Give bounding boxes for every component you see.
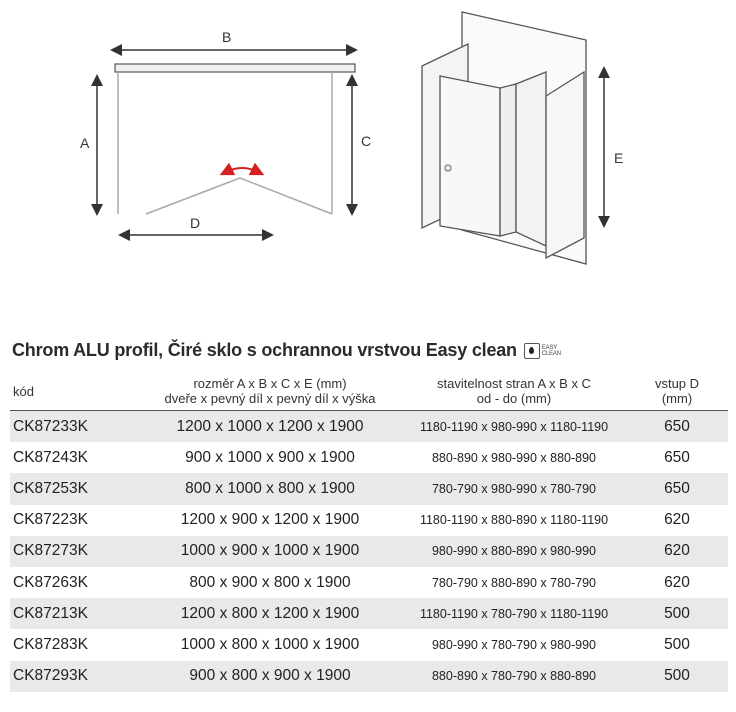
header-step-line1: vstup D [654, 376, 700, 391]
cell-entry: 620 [664, 511, 690, 529]
cell-entry: 500 [626, 661, 728, 692]
cell-adjustability: 1180-1190 x 980-990 x 1180-1190 [402, 411, 626, 443]
cell-entry: 650 [626, 411, 728, 443]
cell-entry: 620 [664, 573, 690, 591]
cell-adjustability: 1180-1190 x 780-790 x 1180-1190 [402, 598, 626, 629]
door-fold-panel [500, 84, 516, 236]
door-leaf-left [146, 178, 240, 214]
cell-kod: CK87293K [10, 661, 138, 692]
cell-adjustability: 980-990 x 880-890 x 980-990 [402, 536, 626, 567]
drop-icon [524, 343, 540, 359]
header-adjustability [402, 376, 626, 411]
cell-dimensions: 1200 x 900 x 1200 x 1900 [180, 511, 360, 529]
cell-dimensions: 1000 x 900 x 1000 x 1900 [138, 536, 402, 567]
header-dim-line1: rozměr A x B x C x E (mm) [193, 376, 347, 391]
perspective-view [422, 12, 623, 264]
product-title [12, 340, 561, 361]
cell-entry: 650 [626, 473, 728, 504]
cell-kod: CK87233K [10, 411, 138, 443]
cell-kod: CK87223K [13, 511, 88, 529]
header-dimensions [138, 376, 402, 411]
easy-clean-badge [524, 343, 561, 359]
header-range-line2: od - do (mm) [476, 391, 552, 406]
product-table [10, 376, 728, 692]
header-dim-line2: dveře x pevný díl x pevný díl x výška [164, 391, 376, 406]
dimension-diagrams [0, 0, 736, 300]
label-c: C [361, 133, 372, 149]
table-row [10, 536, 728, 567]
cell-dimensions: 800 x 900 x 800 x 1900 [189, 573, 351, 591]
cell-kod: CK87263K [13, 573, 88, 591]
cell-adjustability: 1180-1190 x 880-890 x 1180-1190 [419, 513, 609, 528]
table-header-row [10, 376, 728, 411]
cell-adjustability: 780-790 x 980-990 x 780-790 [402, 473, 626, 504]
cell-kod: CK87273K [10, 536, 138, 567]
table-row [10, 598, 728, 629]
table-row [10, 505, 728, 536]
top-profile [115, 64, 355, 72]
header-entry [626, 376, 728, 411]
label-d: D [190, 215, 201, 231]
door-panel [440, 76, 500, 236]
table-row [10, 411, 728, 443]
header-step-line2: (mm) [661, 391, 693, 406]
cell-dimensions: 1200 x 800 x 1200 x 1900 [138, 598, 402, 629]
cell-adjustability: 880-890 x 980-990 x 880-890 [431, 450, 596, 465]
cell-dimensions: 900 x 1000 x 900 x 1900 [185, 448, 355, 466]
right-fixed-panel [516, 72, 546, 246]
cell-dimensions: 1200 x 1000 x 1200 x 1900 [138, 411, 402, 443]
cell-kod: CK87283K [13, 635, 88, 653]
table-row [10, 473, 728, 504]
cell-kod: CK87253K [10, 473, 138, 504]
cell-adjustability: 880-890 x 780-790 x 880-890 [402, 661, 626, 692]
badge-line2: CLEAN [541, 350, 561, 357]
door-handle-icon [445, 165, 451, 171]
header-kod: kód [10, 376, 138, 411]
cell-kod: CK87213K [10, 598, 138, 629]
plan-view [80, 29, 371, 235]
table-row [10, 442, 728, 473]
cell-entry: 650 [664, 448, 690, 466]
label-e: E [614, 150, 624, 166]
badge-line1: EASY [541, 344, 558, 351]
header-range-line1: stavitelnost stran A x B x C [437, 376, 591, 391]
label-b: B [222, 29, 232, 45]
right-wall-panel [546, 72, 584, 258]
cell-adjustability: 980-990 x 780-790 x 980-990 [431, 637, 596, 652]
cell-entry: 500 [626, 598, 728, 629]
table-row [10, 629, 728, 660]
table-row [10, 567, 728, 598]
cell-entry: 500 [664, 635, 690, 653]
cell-kod: CK87243K [13, 448, 88, 466]
label-a: A [80, 135, 90, 151]
cell-dimensions: 900 x 800 x 900 x 1900 [138, 661, 402, 692]
cell-dimensions: 1000 x 800 x 1000 x 1900 [180, 635, 360, 653]
door-swing-arrow [226, 168, 258, 172]
cell-entry: 620 [626, 536, 728, 567]
cell-adjustability: 780-790 x 880-890 x 780-790 [431, 575, 596, 590]
cell-dimensions: 800 x 1000 x 800 x 1900 [138, 473, 402, 504]
door-leaf-right [240, 178, 332, 214]
title-text: Chrom ALU profil, Čiré sklo s ochrannou vrstvou Easy clean [12, 340, 517, 360]
table-row [10, 661, 728, 692]
